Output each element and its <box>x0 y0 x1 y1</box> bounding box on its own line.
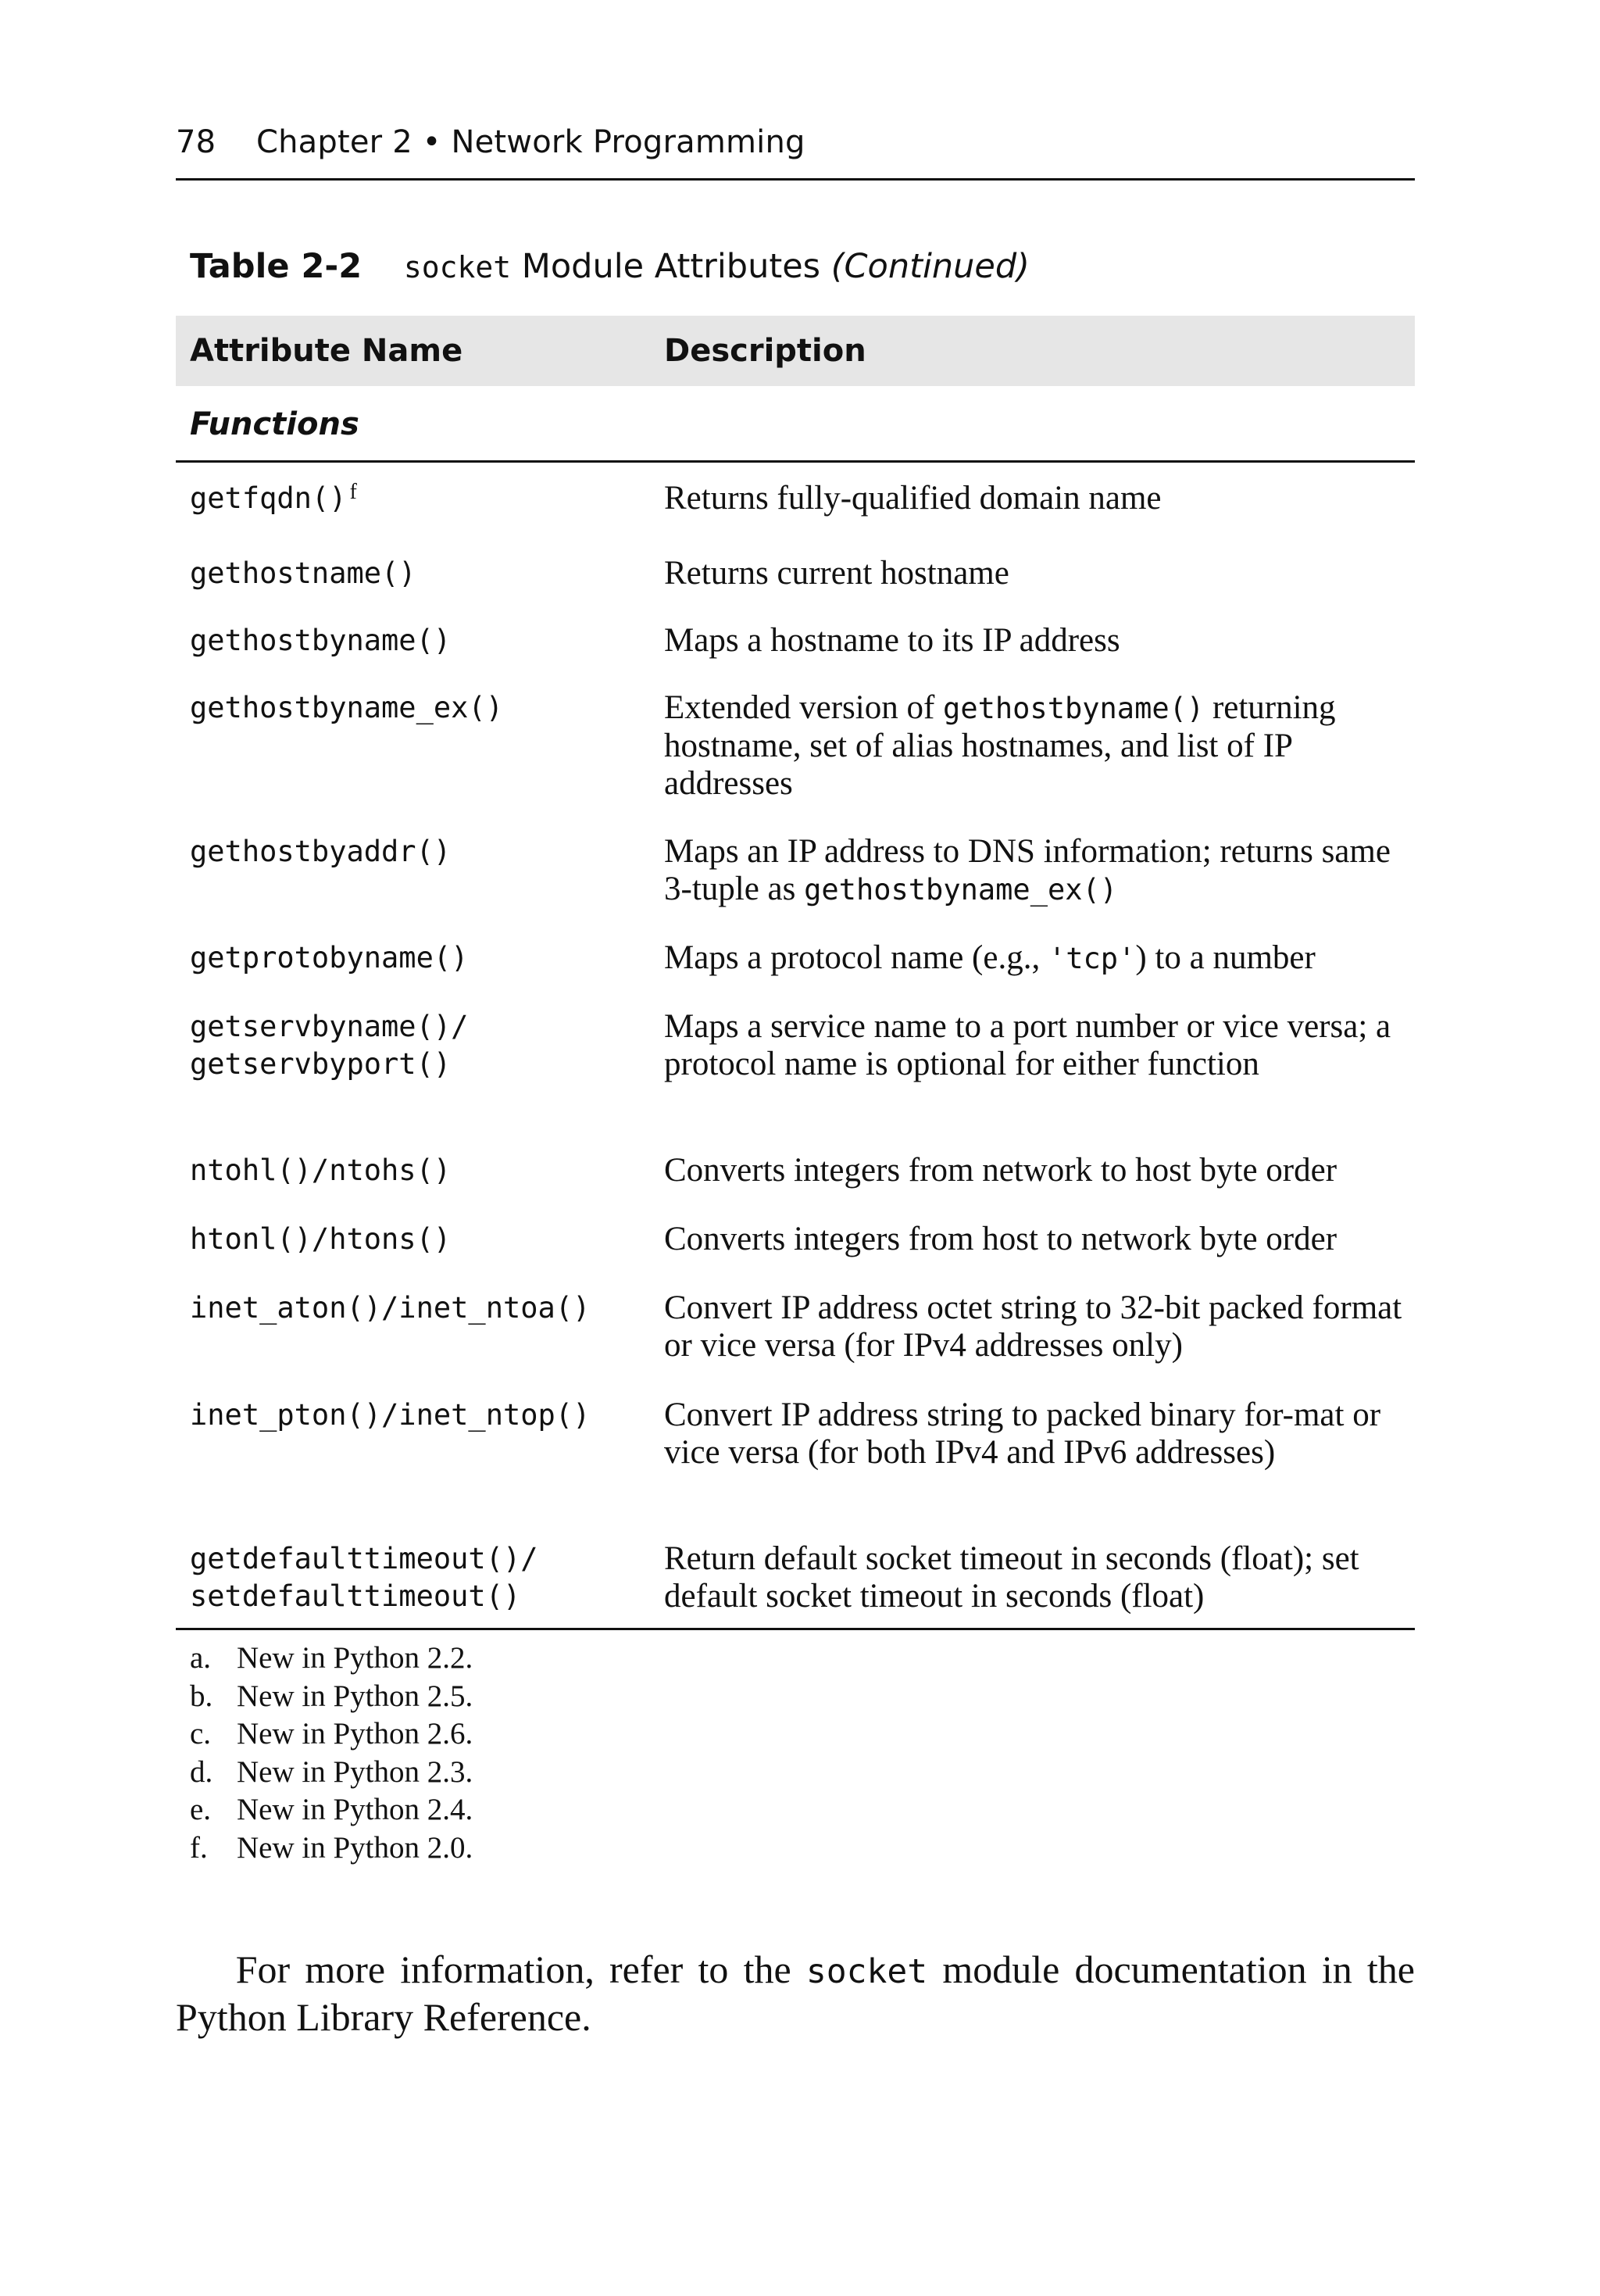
attr-desc <box>664 833 1406 909</box>
attr-desc: Maps a hostname to its IP address <box>664 622 1120 659</box>
table-row <box>176 936 1415 1005</box>
attr-desc: Convert IP address string to packed binary for-mat or vice versa (for both IPv4 and IPv6 addresses) <box>664 1397 1381 1471</box>
desc-text: ) to a number <box>1135 939 1316 976</box>
footnote <box>190 1791 473 1829</box>
footnote <box>190 1715 473 1754</box>
footnote <box>190 1829 473 1868</box>
attributes-table <box>176 316 1415 1623</box>
header-description: Description <box>664 333 866 369</box>
attr-name: getprotobyname() <box>190 941 469 975</box>
attr-name: getdefaulttimeout()/ setdefaulttimeout() <box>190 1542 538 1613</box>
attr-desc: Converts integers from host to network byte order <box>664 1221 1338 1257</box>
table-header <box>176 316 1415 386</box>
paragraph-code: socket <box>805 1952 928 1991</box>
footnote-text: New in Python 2.0. <box>237 1830 473 1865</box>
attr-desc: Return default socket timeout in seconds (float); set default socket timeout in seconds (float) <box>664 1540 1359 1615</box>
footnote-label: f. <box>190 1830 208 1865</box>
attr-name-text: getfqdn() <box>190 481 347 515</box>
page-number: 78 <box>176 124 216 160</box>
desc-text: Maps an IP address to DNS information; returns same 3-tuple as <box>664 833 1391 907</box>
footnote-label: d. <box>190 1754 213 1789</box>
desc-text: Maps a protocol name (e.g., <box>664 939 1048 976</box>
paragraph-text: module documentation in the Python Library Reference. <box>176 1947 1415 2039</box>
footnote-label: c. <box>190 1717 212 1751</box>
attr-desc <box>664 689 1406 803</box>
table-row <box>176 1393 1415 1537</box>
table-caption <box>190 247 1030 286</box>
attr-name: gethostbyname() <box>190 624 452 657</box>
chapter-title: Chapter 2 • Network Programming <box>255 124 805 160</box>
table-row <box>176 1286 1415 1393</box>
attr-name: inet_aton()/inet_ntoa() <box>190 1291 591 1325</box>
table-row <box>176 1537 1415 1623</box>
body-paragraph <box>176 1947 1415 2040</box>
attr-name: gethostbyname_ex() <box>190 691 503 724</box>
attr-desc <box>664 939 1406 978</box>
desc-text: Extended version of <box>664 689 944 726</box>
attr-desc: Converts integers from network to host byte order <box>664 1152 1338 1189</box>
desc-text: returning hostname, set of alias hostnames, and list of IP addresses <box>664 689 1336 802</box>
attr-name: gethostname() <box>190 556 416 590</box>
caption-title: Module Attributes <box>511 247 831 286</box>
attr-name: getservbyname()/ getservbyport() <box>190 1010 469 1081</box>
desc-code: gethostbyname() <box>943 692 1205 725</box>
attr-name: gethostbyaddr() <box>190 835 452 868</box>
table-row <box>176 549 1415 617</box>
desc-code: gethostbyname_ex() <box>804 873 1118 907</box>
footnote-text: New in Python 2.3. <box>237 1754 473 1789</box>
running-head <box>176 124 805 160</box>
attr-name: inet_pton()/inet_ntop() <box>190 1398 591 1432</box>
desc-code: 'tcp' <box>1048 942 1136 975</box>
footnote-text: New in Python 2.5. <box>237 1679 473 1713</box>
footnote-text: New in Python 2.6. <box>237 1717 473 1751</box>
table-number: Table 2-2 <box>190 247 362 286</box>
footnote-label: a. <box>190 1641 212 1675</box>
footnote-ref: f <box>349 480 357 504</box>
section-heading <box>176 386 1415 463</box>
table-bottom-rule <box>176 1628 1415 1630</box>
attr-desc: Convert IP address octet string to 32-bit packed format or vice versa (for IPv4 addresses only) <box>664 1289 1402 1364</box>
section-label: Functions <box>190 406 359 442</box>
footnote <box>190 1754 473 1792</box>
attr-desc: Returns fully-qualified domain name <box>664 480 1162 517</box>
footnote-label: b. <box>190 1679 213 1713</box>
table-row <box>176 617 1415 686</box>
table-footnotes <box>190 1640 473 1867</box>
page-header <box>176 121 1415 181</box>
footnote-label: e. <box>190 1793 212 1826</box>
attr-desc: Returns current hostname <box>664 555 1009 592</box>
caption-code: socket <box>403 250 512 284</box>
header-attribute-name: Attribute Name <box>190 333 463 369</box>
table-row <box>176 830 1415 936</box>
caption-continued: (Continued) <box>830 247 1030 286</box>
header-rule <box>176 178 1415 181</box>
paragraph-text: For more information, refer to the <box>235 1947 806 1991</box>
table-row <box>176 686 1415 830</box>
footnote-text: New in Python 2.2. <box>237 1641 473 1675</box>
footnote <box>190 1678 473 1716</box>
table-row <box>176 1218 1415 1286</box>
footnote <box>190 1640 473 1678</box>
table-row <box>176 1149 1415 1218</box>
attr-name: ntohl()/ntohs() <box>190 1153 452 1187</box>
attr-name: htonl()/htons() <box>190 1222 452 1256</box>
footnote-text: New in Python 2.4. <box>237 1793 473 1826</box>
table-row <box>176 463 1415 549</box>
table-row <box>176 1005 1415 1149</box>
attr-name <box>190 480 357 517</box>
attr-desc: Maps a service name to a port number or vice versa; a protocol name is optional for either function <box>664 1008 1391 1082</box>
